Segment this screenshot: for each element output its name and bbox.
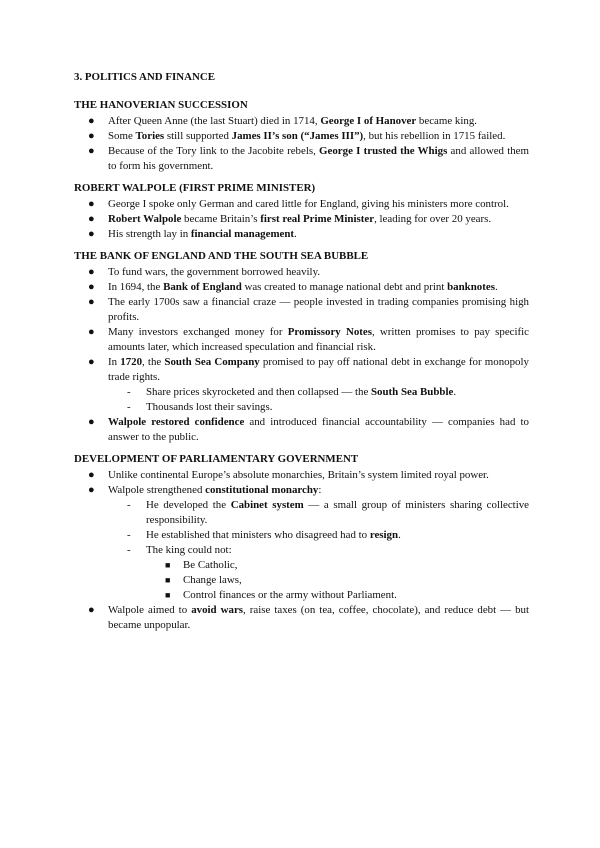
- bullet-icon: ●: [88, 130, 95, 142]
- bullet-icon: ●: [88, 281, 95, 293]
- sub-list-item: - The king could not: ■ Be Catholic, ■ Change laws, ■ Control finances or the army without Parliament.: [108, 543, 529, 603]
- square-bullet-icon: ■: [165, 590, 171, 600]
- section-heading-bank-of-england: THE BANK OF ENGLAND AND THE SOUTH SEA BUBBLE: [74, 250, 369, 262]
- sub-list-item: - He developed the Cabinet system — a small group of ministers sharing collective responsibility.: [127, 499, 529, 526]
- square-bullet-icon: ■: [165, 560, 171, 570]
- bullet-icon: ●: [88, 296, 95, 308]
- bullet-icon: ●: [88, 198, 95, 210]
- sub-list-south-sea: [108, 385, 529, 415]
- bullet-icon: ●: [88, 326, 95, 338]
- bullet-icon: ●: [88, 213, 95, 225]
- list-item: ● To fund wars, the government borrowed heavily.: [88, 266, 321, 278]
- list-item: ● Walpole restored confidence and introduced financial accountability — companies had to answer to the public.: [88, 416, 529, 443]
- bullet-icon: ●: [88, 604, 95, 616]
- square-bullet-icon: ■: [165, 575, 171, 585]
- document-page: [74, 70, 529, 640]
- list-item: ● Because of the Tory link to the Jacobite rebels, George I trusted the Whigs and allowed them to form his government.: [88, 145, 529, 172]
- list-item: ● George I spoke only German and cared little for England, giving his ministers more control.: [88, 198, 509, 210]
- list-item: ● After Queen Anne (the last Stuart) died in 1714, George I of Hanover became king.: [88, 115, 477, 127]
- list-item: ● In 1720, the South Sea Company promised to pay off national debt in exchange for monopoly trade rights. - Share prices skyrocketed and then collapsed — the South Sea Bubble. - Thousands lost their savings.: [88, 356, 529, 413]
- bullet-icon: ●: [88, 469, 95, 481]
- bullet-list-parliament: [74, 468, 529, 633]
- list-item: ● His strength lay in financial management.: [88, 228, 297, 240]
- bullet-icon: ●: [88, 484, 95, 496]
- list-item: ● Walpole aimed to avoid wars, raise taxes (on tea, coffee, chocolate), and reduce debt — but became unpopular.: [88, 604, 529, 631]
- bullet-list-bank: [74, 265, 529, 445]
- section-heading-parliamentary-government: DEVELOPMENT OF PARLIAMENTARY GOVERNMENT: [74, 453, 359, 465]
- bullet-icon: ●: [88, 266, 95, 278]
- list-item: ● Some Tories still supported James II’s son (“James III”), but his rebellion in 1715 failed.: [88, 130, 506, 142]
- sub-list-item: - He established that ministers who disagreed had to resign.: [127, 529, 401, 541]
- list-item: ● Many investors exchanged money for Promissory Notes, written promises to pay specific amounts later, which increased speculation and financial risk.: [88, 326, 530, 353]
- bullet-icon: ●: [88, 416, 95, 428]
- bullet-list-hanoverian: [74, 114, 529, 174]
- bullet-icon: ●: [88, 145, 95, 157]
- sub-list-item: - Thousands lost their savings.: [127, 401, 273, 413]
- dash-icon: -: [127, 401, 131, 413]
- sub-list-item: - Share prices skyrocketed and then collapsed — the South Sea Bubble.: [127, 386, 457, 398]
- section-heading-hanoverian-succession: THE HANOVERIAN SUCCESSION: [74, 99, 248, 111]
- bullet-icon: ●: [88, 228, 95, 240]
- list-item: ● Unlike continental Europe’s absolute monarchies, Britain’s system limited royal power.: [88, 469, 489, 481]
- list-item: ● The early 1700s saw a financial craze — people invested in trading companies promising high profits.: [88, 296, 529, 323]
- dash-icon: -: [127, 386, 131, 398]
- list-item: ● In 1694, the Bank of England was created to manage national debt and print banknotes.: [88, 281, 498, 293]
- sub-sub-list-item: ■ Control finances or the army without Parliament.: [165, 589, 397, 601]
- bullet-icon: ●: [88, 115, 95, 127]
- list-item: ● Robert Walpole became Britain’s first real Prime Minister, leading for over 20 years.: [88, 213, 492, 225]
- list-item: ● Walpole strengthened constitutional monarchy: - He developed the Cabinet system — a small group of ministers sharing collective responsibility. - He established that ministers who disagreed had to resign. - The king could not: ■ Be Catholic, ■ Change laws, ■ Control finances or the army without Parliament.: [88, 484, 529, 601]
- sub-sub-list-item: ■ Change laws,: [165, 574, 242, 586]
- section-heading-robert-walpole: ROBERT WALPOLE (FIRST PRIME MINISTER): [74, 182, 316, 194]
- dash-icon: -: [127, 499, 131, 511]
- bullet-icon: ●: [88, 356, 95, 368]
- sub-sub-list-item: ■ Be Catholic,: [165, 559, 238, 571]
- dash-icon: -: [127, 529, 131, 541]
- dash-icon: -: [127, 544, 131, 556]
- sub-list-constitutional: [108, 498, 529, 603]
- document-title: 3. POLITICS AND FINANCE: [74, 71, 215, 83]
- bullet-list-walpole: [74, 197, 529, 242]
- sub-sub-list-king: [146, 558, 529, 603]
